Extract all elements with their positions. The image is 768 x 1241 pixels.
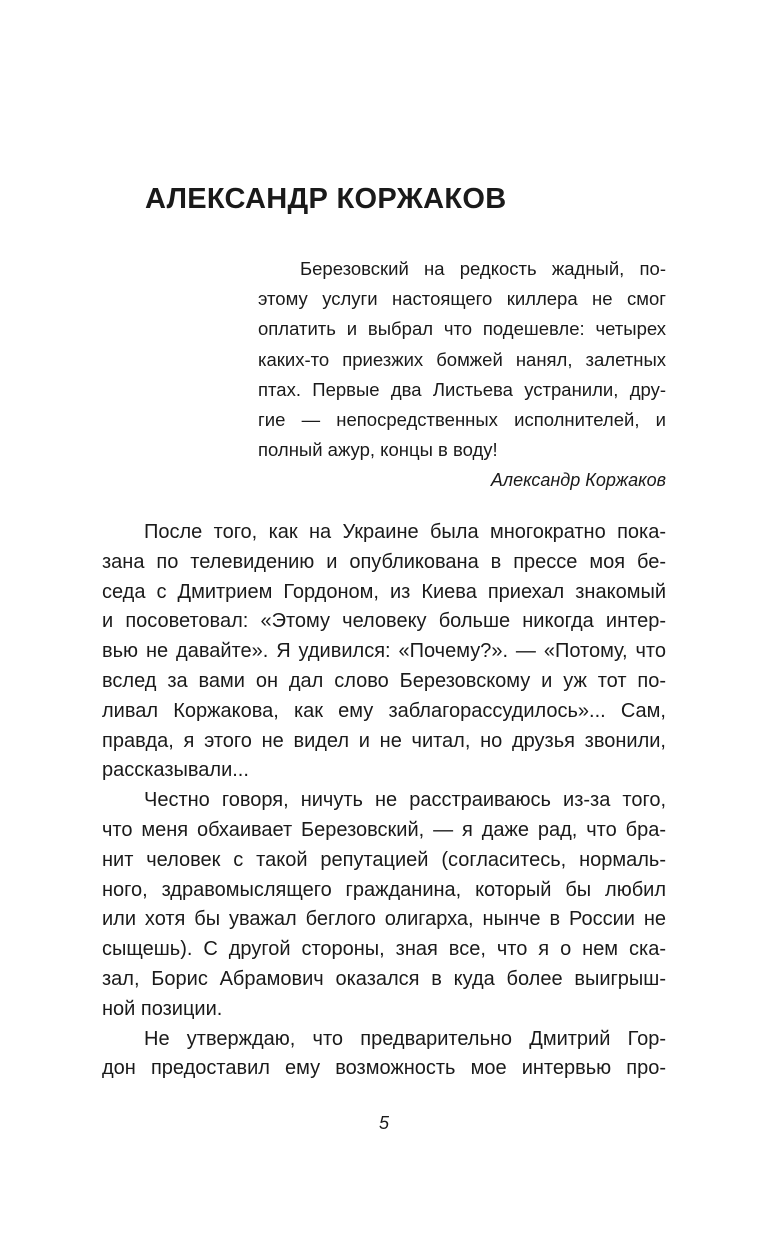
epigraph-line: каких-то приезжих бомжей нанял, залетных: [258, 348, 666, 370]
paragraph-line: вслед за вами он дал слово Березовскому и уж тот по-: [102, 669, 666, 692]
paragraph-line: дон предоставил ему возможность мое интервью про-: [102, 1057, 666, 1080]
chapter-title: АЛЕКСАНДР КОРЖАКОВ: [145, 183, 507, 215]
epigraph-line: гие — непосредственных исполнителей, и: [258, 408, 666, 430]
epigraph-line: полный ажур, концы в воду!: [258, 439, 498, 461]
epigraph-line: птах. Первые два Листьева устранили, дру-: [258, 378, 666, 400]
epigraph-line: Березовский на редкость жадный, по-: [300, 258, 666, 279]
paragraph-line: Не утверждаю, что предварительно Дмитрий Гор-: [144, 1027, 666, 1050]
paragraph-line: зана по телевидению и опубликована в прессе моя бе-: [102, 550, 666, 573]
paragraph-line: и посоветовал: «Этому человеку больше никогда интер-: [102, 610, 666, 633]
paragraph-line: После того, как на Украине была многократно пока-: [144, 521, 666, 543]
epigraph-line: этому услуги настоящего киллера не смог: [258, 288, 666, 310]
paragraph-line: зал, Борис Абрамович оказался в куда более выигрыш-: [102, 967, 666, 990]
paragraph-line: правда, я этого не видел и не читал, но друзья звонили,: [102, 729, 666, 752]
paragraph-line: рассказывали...: [102, 759, 249, 782]
paragraph-line: нит человек с такой репутацией (согласитесь, нормаль-: [102, 848, 666, 871]
paragraph-line: седа с Дмитрием Гордоном, из Киева приехал знакомый: [102, 580, 666, 603]
paragraph-line: Честно говоря, ничуть не расстраиваюсь из-за того,: [144, 789, 666, 812]
body-text: [102, 518, 666, 1084]
paragraph-line: сыщешь). С другой стороны, зная все, что я о нем ска-: [102, 938, 666, 961]
epigraph-author: Александр Коржаков: [490, 470, 666, 491]
paragraph-line: ной позиции.: [102, 997, 223, 1020]
paragraph-line: или хотя бы уважал беглого олигарха, нынче в России не: [102, 908, 666, 931]
paragraph-line: что меня обхаивает Березовский, — я даже рад, что бра-: [102, 818, 666, 841]
paragraph-line: ливал Коржакова, как ему заблагорассудилось»... Сам,: [102, 699, 666, 722]
paragraph-line: ного, здравомыслящего гражданина, который бы любил: [102, 878, 666, 901]
epigraph-line: оплатить и выбрал что подешевле: четырех: [258, 318, 666, 340]
page-number: 5: [378, 1113, 389, 1133]
epigraph: [258, 254, 666, 495]
paragraph-line: вью не давайте». Я удивился: «Почему?». — «Потому, что: [102, 640, 666, 663]
